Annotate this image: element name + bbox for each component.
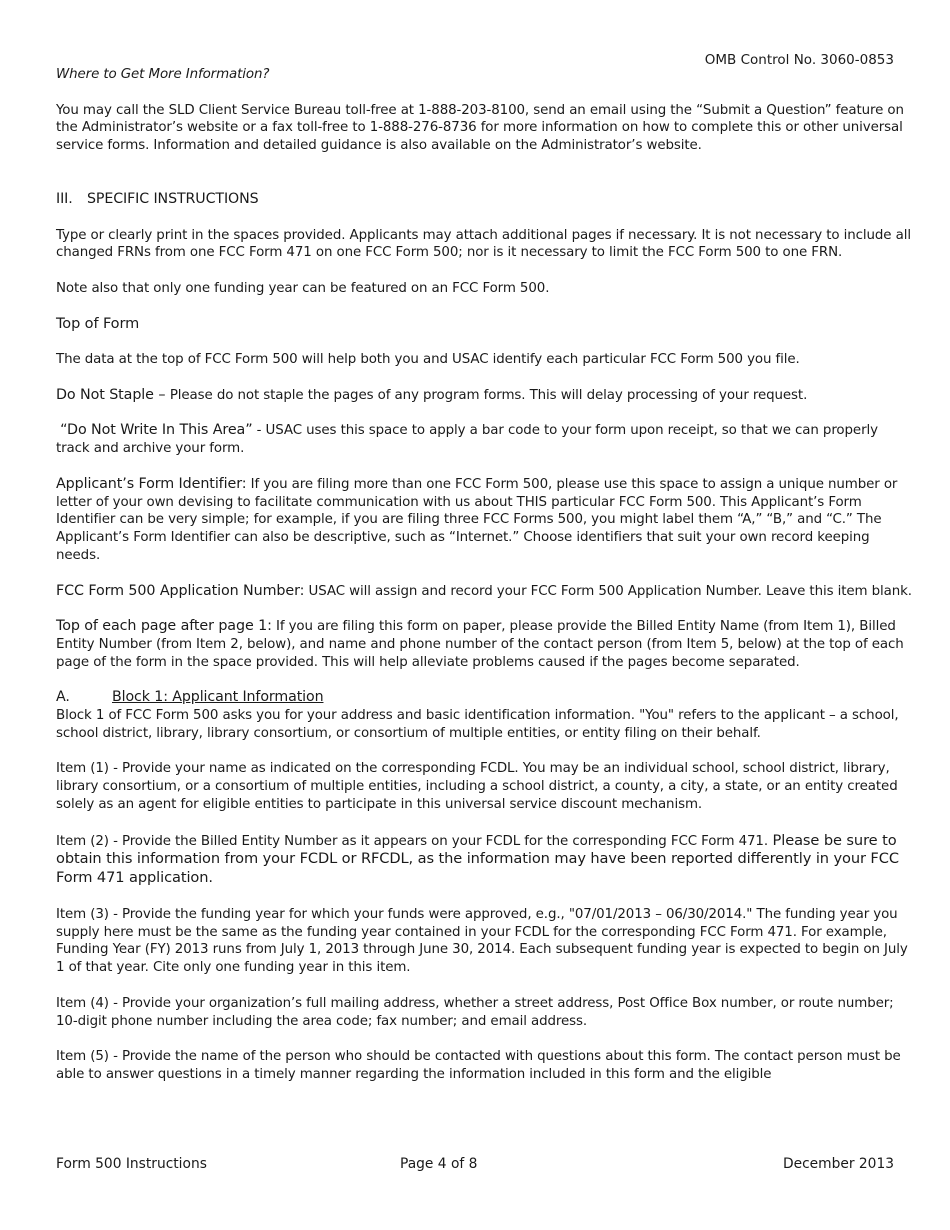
do-not-write-paragraph [56,422,912,458]
top-of-each-page-paragraph [56,618,912,671]
form-identifier-paragraph [56,476,912,565]
block1-heading [56,689,912,707]
do-not-write-text: - USAC uses this space to apply a bar code to your form upon receipt, so that we can properly track and archive your form. [56,423,878,457]
item-2-text: Item (2) - Provide the Billed Entity Number as it appears on your FCDL for the corresponding FCC Form 471. [56,833,768,849]
funding-year-note: Note also that only one funding year can be featured on an FCC Form 500. [56,280,550,296]
item-1-paragraph: Item (1) - Provide your name as indicated on the corresponding FCDL. You may be an individual school, school district, library, library consortium, or a consortium of multiple entities, including a school district, a county, a city, a state, or an entity created solely as an agent for eligible entities to participate in this universal service discount mechanism. [56,761,898,813]
application-number-label: FCC Form 500 Application Number: [56,582,305,599]
form-identifier-label: Applicant’s Form Identifier: [56,475,247,492]
application-number-paragraph [56,583,912,601]
top-of-form-heading: Top of Form [56,315,140,332]
item-2-paragraph [56,832,912,888]
block1-intro: Block 1 of FCC Form 500 asks you for your address and basic identification information. "You" refers to the applicant – a school, school district, library, library consortium, or consortium of multiple entities, or entity filing on their behalf. [56,708,899,741]
block1-letter: A. [56,689,70,706]
section-numeral: III. [56,190,73,207]
omb-control-number: OMB Control No. 3060-0853 [704,52,894,68]
top-of-form-intro: The data at the top of FCC Form 500 will help both you and USAC identify each particular FCC Form 500 you file. [56,352,800,368]
do-not-staple-label: Do Not Staple – [56,386,170,403]
item-3-paragraph: Item (3) - Provide the funding year for which your funds were approved, e.g., "07/01/2013 – 06/30/2014." The funding year you supply here must be the same as the funding year contained in your FCDL for the corresponding FCC Form 471. For example, Funding Year (FY) 2013 runs from July 1, 2013 through June 30, 2014. Each subsequent funding year is expected to begin on July 1 of that year. Cite only one funding year in this item. [56,906,908,976]
section-heading [56,191,912,209]
item-5-paragraph: Item (5) - Provide the name of the person who should be contacted with questions about this form. The contact person must be able to answer questions in a timely manner regarding the information included in this form and the eligible [56,1049,901,1083]
do-not-write-label: “Do Not Write In This Area” [60,422,253,439]
more-info-heading: Where to Get More Information? [56,67,270,82]
block1-title: Block 1: Applicant Information [112,689,324,706]
more-info-paragraph: You may call the SLD Client Service Bureau toll-free at 1-888-203-8100, send an email using the “Submit a Question” feature on the Administrator’s website or a fax toll-free to 1-888-276-8736 for more information on how to complete this or other universal service forms. Information and detailed guidance is also available on the Administrator’s website. [56,102,904,154]
item-2-emphasis: Please be sure to obtain this information from your FCDL or RFCDL, as the information may have been reported differently in your FCC Form 471 application. [56,831,899,887]
do-not-staple-paragraph [56,387,912,405]
application-number-text: USAC will assign and record your FCC Form 500 Application Number. Leave this item blank. [304,583,912,599]
footer-form-name: Form 500 Instructions [56,1156,207,1172]
footer-date: December 2013 [782,1156,894,1172]
page-content [56,66,912,1084]
section-title: SPECIFIC INSTRUCTIONS [87,190,259,207]
footer-page-number: Page 4 of 8 [400,1156,478,1172]
item-4-paragraph: Item (4) - Provide your organization’s full mailing address, whether a street address, Post Office Box number, or route number; 10-digit phone number including the area code; fax number; and email address. [56,995,894,1029]
do-not-staple-text: Please do not staple the pages of any program forms. This will delay processing of your request. [169,387,808,403]
instructions-paragraph: Type or clearly print in the spaces provided. Applicants may attach additional pages if necessary. It is not necessary to include all changed FRNs from one FCC Form 471 on one FCC Form 500; nor is it necessary to limit the FCC Form 500 to one FRN. [56,227,911,261]
top-of-each-page-text: If you are filing this form on paper, please provide the Billed Entity Name (from Item 1), Billed Entity Number (from Item 2, below), and name and phone number of the contact person (from Item 5, below) at the top of each page of the form in the space provided. This will help alleviate problems caused if the pages become separated. [56,619,904,670]
form-identifier-text: If you are filing more than one FCC Form 500, please use this space to assign a unique number or letter of your own devising to facilitate communication with us about THIS particular FCC Form 500. This Applicant’s Form Identifier can be very simple; for example, if you are filing three FCC Forms 500, you might label them “A,” “B,” and “C.” The Applicant’s Form Identifier can also be descriptive, such as “Internet.” Choose identifiers that suit your own record keeping needs. [56,476,898,563]
top-of-each-page-label: Top of each page after page 1: [56,618,272,635]
